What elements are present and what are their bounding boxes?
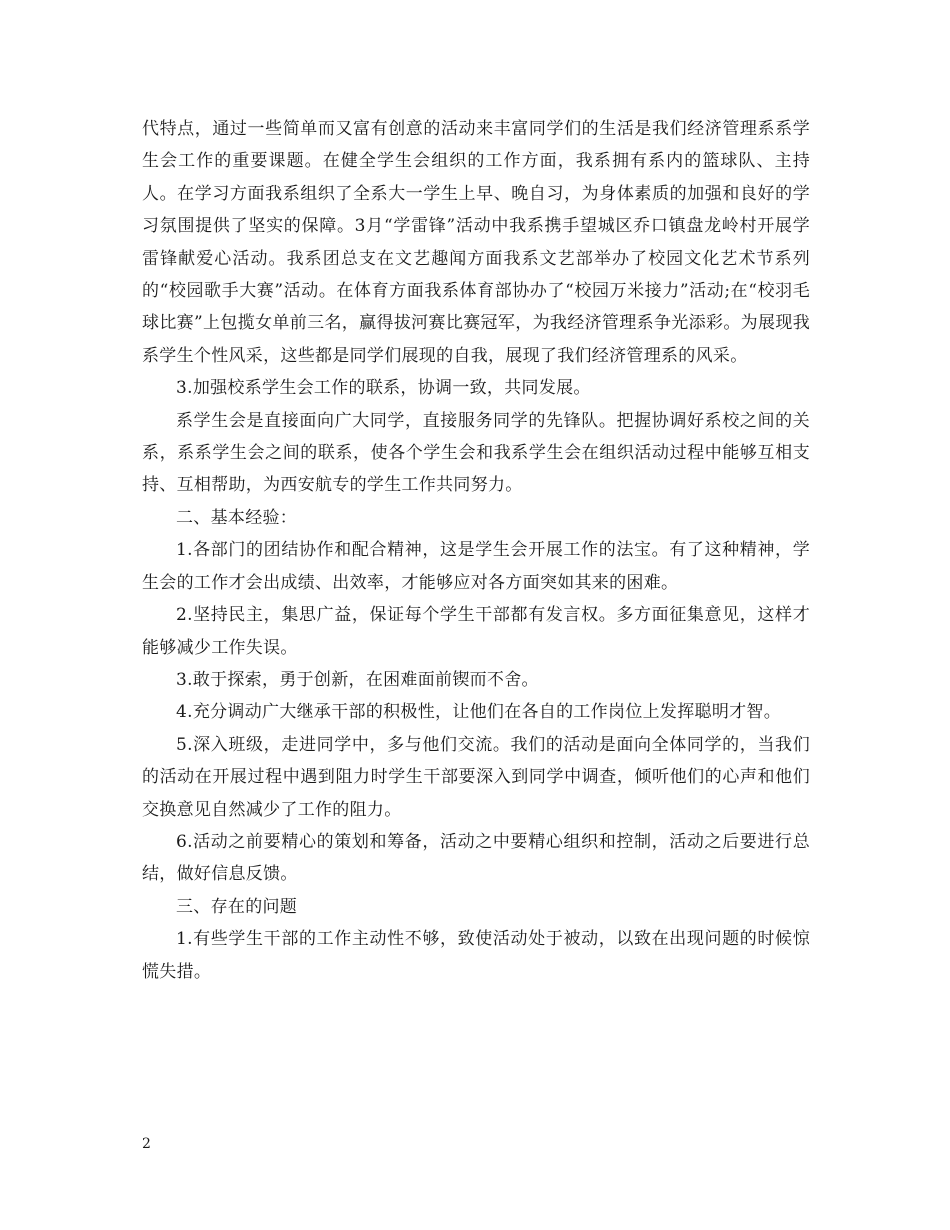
page-number: 2 [142,1136,151,1152]
paragraph-10: 6.活动之前要精心的策划和筹备，活动之中要精心组织和控制，活动之后要进行总结，做好信息反馈。 [142,831,810,885]
paragraph-6: 2.坚持民主，集思广益，保证每个学生干部都有发言权。多方面征集意见，这样才能够减少工作失误。 [142,605,810,658]
document-body [142,113,810,988]
paragraph-12: 1.有些学生干部的工作主动性不够，致使活动处于被动，以致在出现问题的时候惊慌失措。 [142,929,810,982]
paragraph-9: 5.深入班级，走进同学中，多与他们交流。我们的活动是面向全体同学的，当我们的活动在开展过程中遇到阻力时学生干部要深入到同学中调查，倾听他们的心声和他们交换意见自然减少了工作的阻力。 [142,734,810,820]
paragraph-7: 3.敢于探索，勇于创新，在困难面前锲而不舍。 [176,669,539,690]
paragraph-5: 1.各部门的团结协作和配合精神，这是学生会开展工作的法宝。有了这种精神，学生会的工作才会出成绩、出效率，才能够应对各方面突如其来的困难。 [142,540,810,593]
paragraph-1: 代特点，通过一些简单而又富有创意的活动来丰富同学们的生活是我们经济管理系系学生会工作的重要课题。在健全学生会组织的工作方面，我系拥有系内的篮球队、主持人。在学习方面我系组织了全系大一学生上早、晚自习，为身体素质的加强和良好的学习氛围提供了坚实的保障。3月“学雷锋”活动中我系携手望城区乔口镇盘龙岭村开展学雷锋献爱心活动。我系团总支在文艺趣闻方面我系文艺部举办了校园文化艺术节系列的“校园歌手大赛”活动。在体育方面我系体育部协办了“校园万米接力”活动;在“校羽毛球比赛”上包揽女单前三名，赢得拔河赛比赛冠军，为我经济管理系争光添彩。为展现我系学生个性风采，这些都是同学们展现的自我，展现了我们经济管理系的风采。 [142,119,810,366]
paragraph-8: 4.充分调动广大继承干部的积极性，让他们在各自的工作岗位上发挥聪明才智。 [176,702,782,723]
section-heading-basic-experience: 二、基本经验： [176,507,298,528]
paragraph-2: 3.加强校系学生会工作的联系，协调一致，共同发展。 [176,378,591,399]
paragraph-3: 系学生会是直接面向广大同学，直接服务同学的先锋队。把握协调好系校之间的关系，系系学生会之间的联系，使各个学生会和我系学生会在组织活动过程中能够互相支持、互相帮助，为西安航专的学生工作共同努力。 [142,410,810,496]
section-heading-existing-problems: 三、存在的问题 [176,896,298,917]
